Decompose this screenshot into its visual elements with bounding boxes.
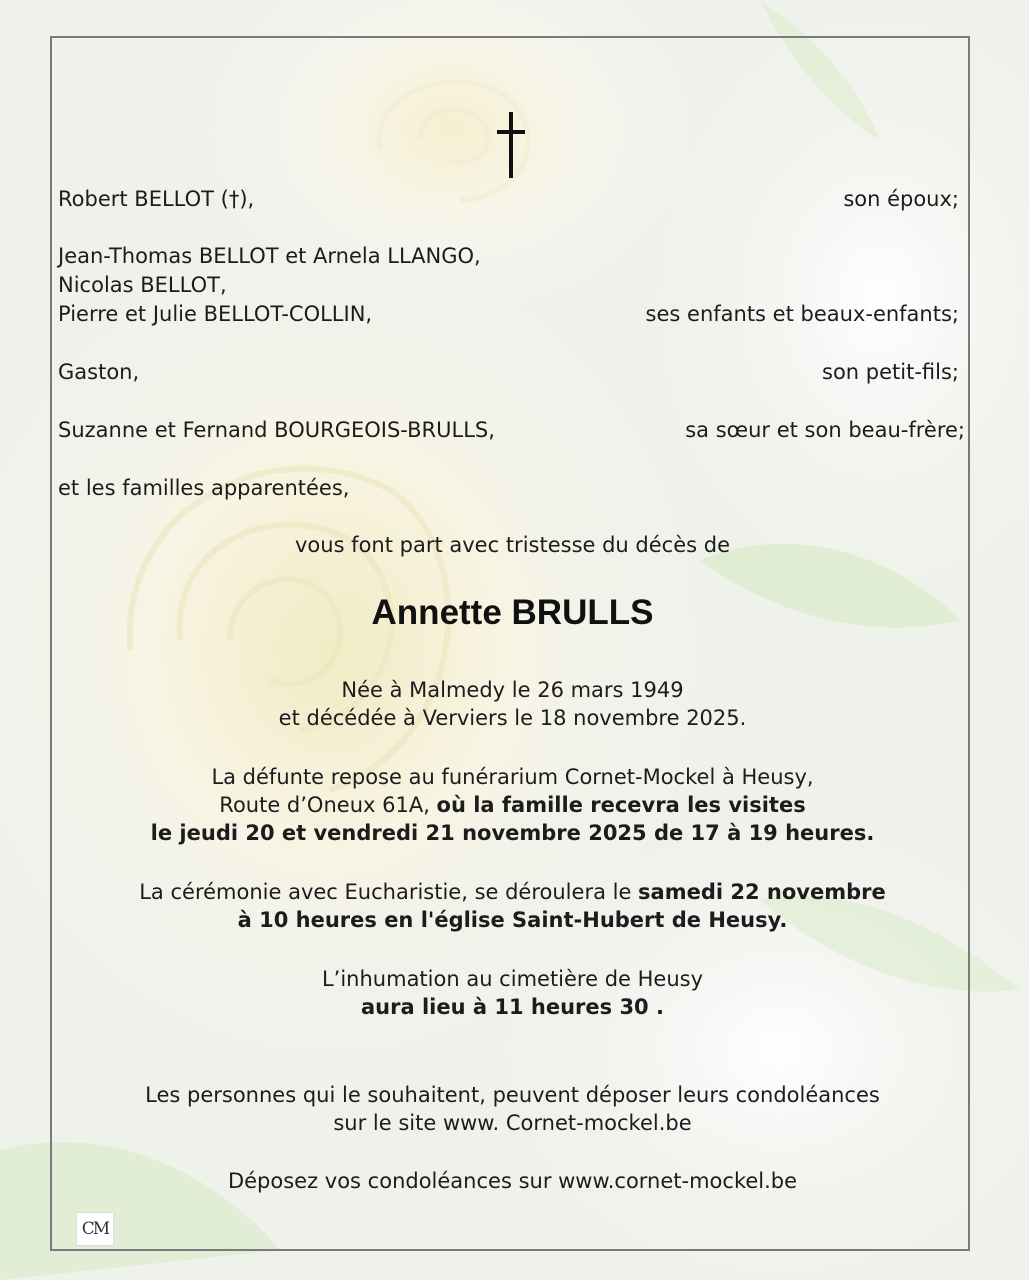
burial-time: aura lieu à 11 heures 30 .: [361, 995, 664, 1019]
visitation-family-note: où la famille recevra les visites: [436, 793, 806, 817]
child-name-1: Jean-Thomas BELLOT et Arnela LLANGO,: [58, 244, 481, 268]
visitation-line-3: [60, 819, 965, 847]
children-relation: ses enfants et beaux-enfants;: [645, 302, 959, 326]
grandson-relation: son petit-fils;: [822, 360, 959, 384]
birth-line: Née à Malmedy le 26 mars 1949: [341, 678, 684, 702]
sibling-relation: sa sœur et son beau-frère;: [685, 418, 965, 442]
child-name-2: Nicolas BELLOT,: [58, 273, 227, 297]
condolences-line-2: sur le site www. Cornet-mockel.be: [333, 1111, 692, 1135]
spouse-relation: son époux;: [843, 187, 959, 211]
ceremony-line-1: [60, 878, 965, 906]
relatives-line: et les familles apparentées,: [58, 476, 350, 500]
cross-icon: [497, 112, 525, 178]
visitation-dates: le jeudi 20 et vendredi 21 novembre 2025 de 17 à 19 heures.: [150, 821, 875, 845]
burial-line-2: [60, 993, 965, 1021]
condolences-line-1: Les personnes qui le souhaitent, peuvent déposer leurs condoléances: [145, 1083, 880, 1107]
child-name-3: Pierre et Julie BELLOT-COLLIN,: [58, 302, 373, 326]
ceremony-place: à 10 heures en l'église Saint-Hubert de Heusy.: [237, 908, 788, 932]
death-line: et décédée à Verviers le 18 novembre 2025.: [278, 706, 747, 730]
ceremony-intro: La cérémonie avec Eucharistie, se déroulera le: [139, 880, 639, 904]
cornet-mockel-logo: CM: [76, 1212, 114, 1246]
deceased-name: Annette BRULLS: [371, 593, 654, 632]
burial-line-1: L’inhumation au cimetière de Heusy: [321, 967, 704, 991]
visitation-line-2: [60, 791, 965, 819]
content-frame: [50, 36, 970, 1251]
ceremony-line-2: [60, 906, 965, 934]
condolences-line-3: Déposez vos condoléances sur www.cornet-mockel.be: [227, 1169, 798, 1193]
ceremony-date: samedi 22 novembre: [638, 880, 886, 904]
visitation-line-1: La défunte repose au funérarium Cornet-Mockel à Heusy,: [211, 765, 814, 789]
announcement-line: vous font part avec tristesse du décès de: [294, 533, 730, 557]
visitation-address: Route d’Oneux 61A,: [219, 793, 437, 817]
spouse-name: Robert BELLOT (†),: [58, 187, 255, 211]
sibling-name: Suzanne et Fernand BOURGEOIS-BRULLS,: [58, 418, 495, 442]
grandson-name: Gaston,: [58, 360, 140, 384]
